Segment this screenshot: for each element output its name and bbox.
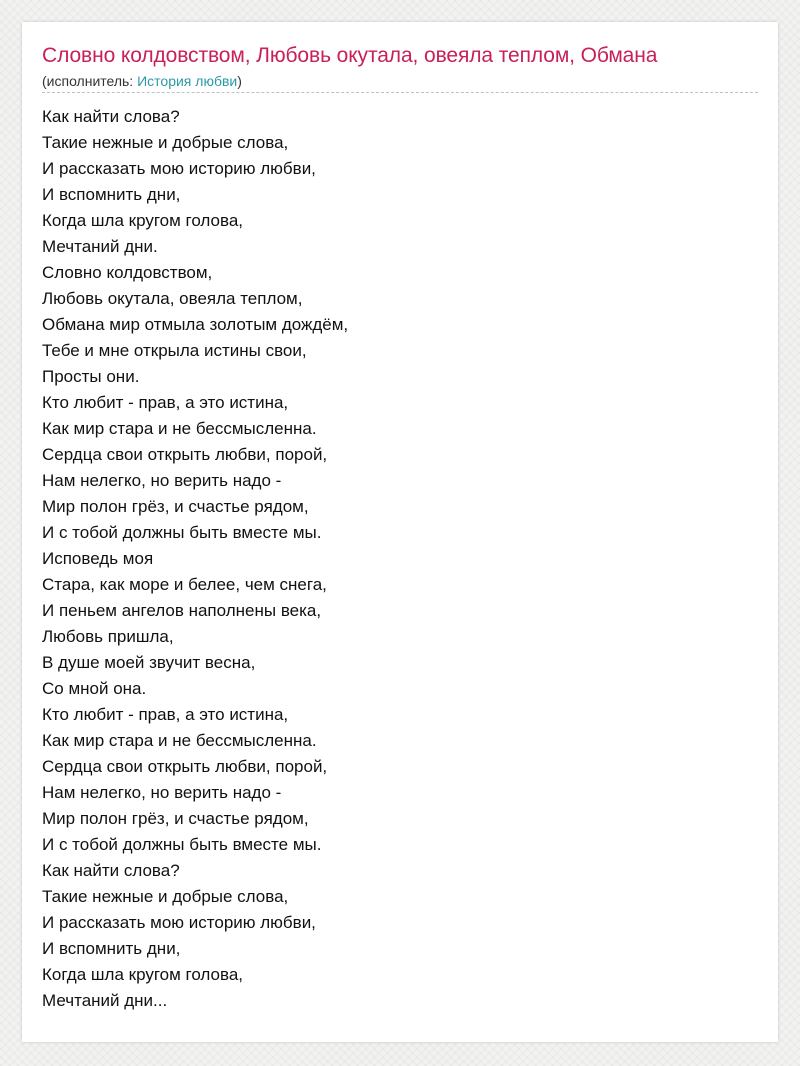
lyric-line: Кто любит - прав, а это истина,: [42, 705, 289, 724]
lyric-line: Такие нежные и добрые слова,: [42, 133, 289, 152]
lyric-line: Как найти слова?: [42, 107, 180, 126]
lyric-line: Мечтаний дни.: [42, 237, 158, 256]
lyric-line: Сердца свои открыть любви, порой,: [42, 445, 328, 464]
lyric-line: Когда шла кругом голова,: [42, 965, 244, 984]
lyric-line: И вспомнить дни,: [42, 939, 181, 958]
lyric-line: Со мной она.: [42, 679, 147, 698]
title-divider: [42, 92, 758, 93]
lyric-line: Как мир стара и не бессмысленна.: [42, 419, 317, 438]
lyric-line: Как мир стара и не бессмысленна.: [42, 731, 317, 750]
artist-byline: [42, 72, 242, 90]
lyric-line: Сердца свои открыть любви, порой,: [42, 757, 328, 776]
lyrics-text: [42, 104, 348, 1014]
lyric-line: Такие нежные и добрые слова,: [42, 887, 289, 906]
lyric-line: Словно колдовством,: [42, 263, 213, 282]
lyric-line: Кто любит - прав, а это истина,: [42, 393, 289, 412]
artist-prefix: (исполнитель:: [42, 73, 138, 89]
lyric-line: И с тобой должны быть вместе мы.: [42, 523, 322, 542]
lyric-line: Стара, как море и белее, чем снега,: [42, 575, 327, 594]
artist-link[interactable]: История любви: [137, 73, 238, 89]
lyric-line: Любовь пришла,: [42, 627, 174, 646]
lyrics-card: [22, 22, 778, 1042]
lyric-line: Нам нелегко, но верить надо -: [42, 471, 282, 490]
lyric-line: Обмана мир отмыла золотым дождём,: [42, 315, 349, 334]
song-title: Словно колдовством, Любовь окутала, овеяла теплом, Обмана: [42, 44, 658, 67]
lyric-line: Тебе и мне открыла истины свои,: [42, 341, 307, 360]
lyric-line: Просты они.: [42, 367, 140, 386]
lyric-line: И с тобой должны быть вместе мы.: [42, 835, 322, 854]
lyric-line: Мир полон грёз, и счастье рядом,: [42, 809, 309, 828]
lyric-line: Мечтаний дни...: [42, 991, 168, 1010]
lyric-line: Мир полон грёз, и счастье рядом,: [42, 497, 309, 516]
lyric-line: Любовь окутала, овеяла теплом,: [42, 289, 303, 308]
lyric-line: Когда шла кругом голова,: [42, 211, 244, 230]
lyric-line: Исповедь моя: [42, 549, 154, 568]
lyric-line: И рассказать мою историю любви,: [42, 913, 316, 932]
lyric-line: И рассказать мою историю любви,: [42, 159, 316, 178]
artist-suffix: ): [237, 73, 242, 89]
lyric-line: И пеньем ангелов наполнены века,: [42, 601, 322, 620]
lyric-line: В душе моей звучит весна,: [42, 653, 256, 672]
lyric-line: И вспомнить дни,: [42, 185, 181, 204]
lyric-line: Как найти слова?: [42, 861, 180, 880]
lyric-line: Нам нелегко, но верить надо -: [42, 783, 282, 802]
